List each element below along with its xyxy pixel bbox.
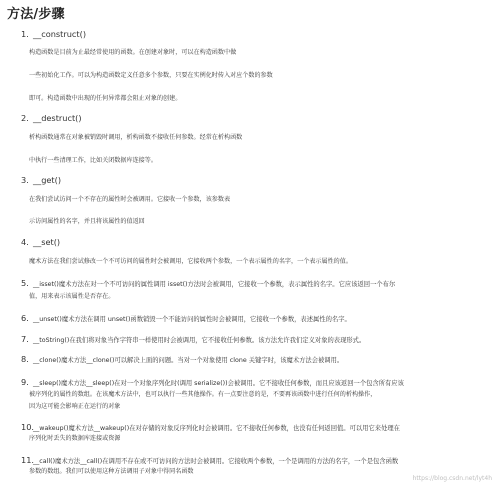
list-item-title: __destruct(): [33, 113, 82, 123]
list-item-paragraph: 因为这可能会影响正在运行的对象: [29, 403, 121, 410]
list-item-paragraph: 参数的数组。我们可以使用这种方法调用子对象中得同名函数: [29, 468, 194, 475]
list-item-number: 5.: [21, 278, 29, 288]
list-item-heading: [21, 334, 365, 346]
list-item-paragraph: 即可。构造函数中出现的任何异常都会阻止对象的创建。: [29, 95, 182, 102]
list-item-title: __toString()在我们将对象当作字符串一样使用时会被调用，它不接收任何参数。该方法允许我们定义对象的表现形式。: [33, 337, 366, 344]
list-item-title: __get(): [33, 175, 62, 185]
list-item-paragraph: 序列化时丢失的数据库连接或资源: [29, 435, 121, 442]
list-item-title: __sleep()魔术方法__sleep()在对一个对象序列化时(调用 serialize())会被调用。它不接收任何参数，而且应该返回一个包含所有应该: [33, 380, 404, 387]
list-item-title: __construct(): [33, 29, 87, 39]
page-title: 方法/步骤: [7, 7, 65, 22]
list-item-heading: [21, 237, 60, 247]
list-item-paragraph: 魔术方法在我们尝试修改一个不可访问的属性时会被调用，它接收两个参数，一个表示属性的名字，一个表示属性的值。: [29, 258, 352, 265]
list-item-title: __set(): [33, 237, 61, 247]
list-item-number: 6.: [21, 313, 29, 323]
list-item-number: 7.: [21, 334, 29, 344]
list-item-title: __unset()魔术方法在调用 unset()函数销毁一个不能访问的属性时会被调用，它接收一个参数，表述属性的名字。: [33, 316, 351, 323]
list-item-paragraph: 在我们尝试访问一个不存在的属性时会被调用。它接收一个参数，该参数表: [29, 196, 231, 203]
list-item-number: 4.: [21, 237, 29, 247]
list-item-number: 1.: [21, 29, 29, 39]
list-item-title: __call()魔术方法__call()在调用不存在或不可访问的方法时会被调用。它接收两个参数，一个是调用的方法的名字，一个是包含函数: [33, 458, 399, 465]
list-item-paragraph: 被序列化的属性的数组。在该魔术方法中，也可以执行一些其他操作。有一点要注意的是，不要再该函数中进行任何的析构操作，: [29, 391, 377, 398]
list-item-paragraph: 中执行一些清理工作，比如关闭数据库连接等。: [29, 157, 157, 164]
list-item-number: 8.: [21, 354, 29, 364]
list-item-heading: [21, 29, 86, 39]
list-item-heading: [21, 377, 404, 389]
list-item-paragraph: 析构函数通常在对象被销毁时调用，析构函数不接收任何参数。经常在析构函数: [29, 134, 243, 141]
list-item-number: 9.: [21, 377, 29, 387]
list-item-heading: [21, 313, 351, 325]
list-item-heading: [21, 113, 82, 123]
list-item-title: __wakeup()魔术方法__wakeup()在对存储的对象反序列化时会被调用。它不接收任何参数，也没有任何返回值。可以用它来处理在: [33, 425, 400, 432]
list-item-heading: [21, 175, 61, 185]
list-item-title: __isset()魔术方法在对一个不可访问的属性调用 isset()方法时会被调用，它接收一个参数，表示属性的名字。它应该返回一个布尔: [33, 281, 396, 288]
list-item-number: 11.: [21, 455, 35, 465]
list-item-number: 10.: [21, 422, 35, 432]
list-item-title: __clone()魔术方法__clone()可以解决上面的问题。当对一个对象使用 clone 关键字时，该魔术方法会被调用。: [33, 357, 344, 364]
list-item-heading: [21, 354, 343, 366]
list-item-paragraph: 构造函数是目前为止最经常使用的函数。在创建对象时，可以在构造函数中做: [29, 49, 237, 56]
list-item-number: 3.: [21, 175, 29, 185]
list-item-paragraph: 一些初始化工作。可以为构造函数定义任意多个参数，只要在实例化时传入对应个数的参数: [29, 72, 273, 79]
list-item-number: 2.: [21, 113, 29, 123]
list-item-paragraph: 值，用来表示该属性是否存在。: [29, 293, 115, 300]
list-item-heading: [21, 278, 395, 290]
watermark-url: https://blog.csdn.net/lyt4h: [412, 475, 492, 482]
list-item-paragraph: 示访问属性的名字，并且将该属性的值返回: [29, 218, 145, 225]
